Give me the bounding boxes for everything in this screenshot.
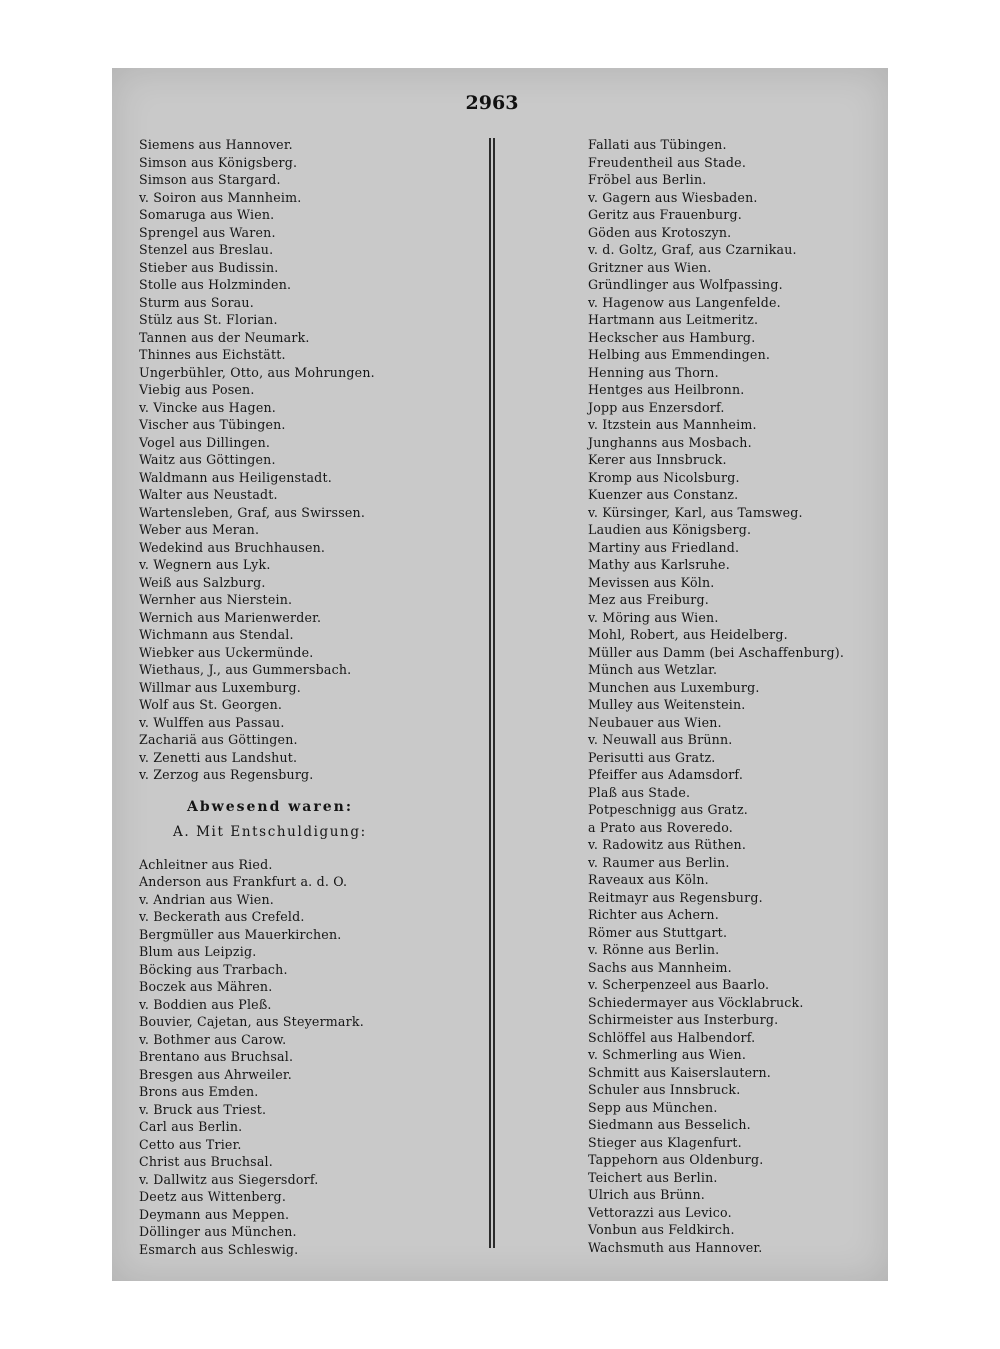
list-item: Siemens aus Hannover. — [139, 137, 293, 152]
list-item: Gritzner aus Wien. — [588, 259, 712, 275]
list-item: Munchen aus Luxemburg. — [588, 679, 760, 695]
list-item: Somaruga aus Wien. — [139, 207, 275, 222]
list-item: Ungerbühler, Otto, aus Mohrungen. — [139, 364, 375, 380]
list-item: Römer aus Stuttgart. — [588, 924, 728, 940]
list-item: Bresgen aus Ahrweiler. — [139, 1066, 292, 1082]
page-number: 2963 — [465, 92, 519, 114]
list-item: Schmitt aus Kaiserslautern. — [588, 1064, 772, 1080]
list-item: Brentano aus Bruchsal. — [139, 1049, 294, 1064]
member-list-present — [139, 136, 479, 784]
column-divider — [489, 138, 495, 1248]
subsection-heading-excused: A. Mit Entschuldigung: — [173, 823, 367, 840]
list-item: v. Rönne aus Berlin. — [588, 942, 720, 957]
list-item: Sachs aus Mannheim. — [588, 959, 732, 975]
list-item: Siedmann aus Besselich. — [588, 1117, 751, 1132]
list-item: Thinnes aus Eichstätt. — [139, 347, 286, 362]
list-item: Tappehorn aus Oldenburg. — [588, 1152, 764, 1167]
list-item: Simson aus Königsberg. — [139, 154, 298, 170]
list-item: a Prato aus Roveredo. — [588, 819, 733, 835]
list-item: Wernher aus Nierstein. — [139, 592, 293, 607]
right-column — [588, 136, 878, 1256]
list-item: Mathy aus Karlsruhe. — [588, 557, 730, 572]
list-item: v. Wegnern aus Lyk. — [139, 557, 271, 572]
list-item: Göden aus Krotoszyn. — [588, 224, 732, 240]
list-item: Jopp aus Enzersdorf. — [588, 399, 725, 415]
list-item: Willmar aus Luxemburg. — [139, 679, 301, 695]
list-item: Zachariä aus Göttingen. — [139, 732, 298, 747]
list-item: Müller aus Damm (bei Aschaffenburg). — [588, 644, 845, 660]
list-item: Tannen aus der Neumark. — [139, 329, 310, 345]
list-item: Viebig aus Posen. — [139, 382, 255, 397]
list-item: v. Zerzog aus Regensburg. — [139, 767, 314, 782]
list-item: Waldmann aus Heiligenstadt. — [139, 469, 332, 485]
list-item: Mevissen aus Köln. — [588, 574, 715, 590]
list-item: Fallati aus Tübingen. — [588, 137, 727, 152]
list-item: Stolle aus Holzminden. — [139, 277, 292, 292]
list-item: Vogel aus Dillingen. — [139, 434, 271, 450]
list-item: Deetz aus Wittenberg. — [139, 1189, 287, 1204]
list-item: Wartensleben, Graf, aus Swirssen. — [139, 504, 366, 520]
list-item: v. Itzstein aus Mannheim. — [588, 417, 757, 432]
list-item: v. Scherpenzeel aus Baarlo. — [588, 977, 770, 992]
list-item: Wernich aus Marienwerder. — [139, 609, 322, 625]
list-item: Kuenzer aus Constanz. — [588, 487, 739, 502]
list-item: Fröbel aus Berlin. — [588, 172, 707, 187]
list-item: v. Bruck aus Triest. — [139, 1101, 267, 1117]
list-item: v. Radowitz aus Rüthen. — [588, 837, 747, 852]
list-item: Stieber aus Budissin. — [139, 259, 279, 275]
list-item: Potpeschnigg aus Gratz. — [588, 802, 748, 817]
list-item: Neubauer aus Wien. — [588, 714, 722, 730]
list-item: Martiny aus Friedland. — [588, 539, 740, 555]
list-item: Christ aus Bruchsal. — [139, 1154, 273, 1169]
list-item: v. Dallwitz aus Siegersdorf. — [139, 1171, 319, 1187]
left-column — [139, 136, 479, 1258]
list-item: Bergmüller aus Mauerkirchen. — [139, 926, 342, 942]
list-item: v. Neuwall aus Brünn. — [588, 732, 733, 747]
list-item: v. Wulffen aus Passau. — [139, 714, 285, 730]
list-item: Walter aus Neustadt. — [139, 487, 278, 502]
list-item: Geritz aus Frauenburg. — [588, 207, 742, 222]
list-item: v. Hagenow aus Langenfelde. — [588, 294, 781, 310]
list-item: Wichmann aus Stendal. — [139, 627, 294, 642]
list-item: Kromp aus Nicolsburg. — [588, 469, 740, 485]
list-item: Hartmann aus Leitmeritz. — [588, 312, 759, 327]
list-item: Stülz aus St. Florian. — [139, 312, 278, 327]
member-list-absent — [139, 856, 479, 1259]
list-item: v. Andrian aus Wien. — [139, 891, 274, 907]
list-item: Ulrich aus Brünn. — [588, 1187, 705, 1202]
list-item: Stieger aus Klagenfurt. — [588, 1134, 742, 1150]
list-item: Wiebker aus Uckermünde. — [139, 644, 314, 660]
list-item: Hentges aus Heilbronn. — [588, 382, 745, 397]
list-item: v. Schmerling aus Wien. — [588, 1047, 747, 1062]
list-item: v. Möring aus Wien. — [588, 609, 719, 625]
list-item: Vettorazzi aus Levico. — [588, 1204, 732, 1220]
list-item: v. Soiron aus Mannheim. — [139, 189, 302, 205]
list-item: Sturm aus Sorau. — [139, 294, 254, 310]
list-item: Henning aus Thorn. — [588, 364, 719, 380]
list-item: Stenzel aus Breslau. — [139, 242, 274, 257]
list-item: Achleitner aus Ried. — [139, 856, 273, 872]
list-item: Anderson aus Frankfurt a. d. O. — [139, 874, 348, 889]
list-item: v. Zenetti aus Landshut. — [139, 749, 298, 765]
list-item: Wolf aus St. Georgen. — [139, 697, 283, 712]
list-item: Vonbun aus Feldkirch. — [588, 1222, 735, 1237]
list-item: Freudentheil aus Stade. — [588, 154, 747, 170]
list-item: Plaß aus Stade. — [588, 784, 691, 800]
list-item: Mulley aus Weitenstein. — [588, 697, 746, 712]
list-item: Pfeiffer aus Adamsdorf. — [588, 767, 744, 782]
list-item: Waitz aus Göttingen. — [139, 452, 276, 467]
list-item: v. d. Goltz, Graf, aus Czarnikau. — [588, 242, 797, 257]
list-item: v. Vincke aus Hagen. — [139, 399, 276, 415]
list-item: Richter aus Achern. — [588, 907, 719, 922]
list-item: Simson aus Stargard. — [139, 172, 281, 187]
list-item: Mohl, Robert, aus Heidelberg. — [588, 627, 788, 642]
list-item: Münch aus Wetzlar. — [588, 662, 718, 677]
list-item: v. Beckerath aus Crefeld. — [139, 909, 305, 924]
list-item: Helbing aus Emmendingen. — [588, 347, 771, 362]
list-item: Sepp aus München. — [588, 1099, 718, 1115]
list-item: Perisutti aus Gratz. — [588, 749, 716, 765]
list-item: Esmarch aus Schleswig. — [139, 1241, 299, 1257]
list-item: Wedekind aus Bruchhausen. — [139, 539, 326, 555]
list-item: Schiedermayer aus Vöcklabruck. — [588, 994, 804, 1010]
list-item: Schlöffel aus Halbendorf. — [588, 1029, 756, 1045]
list-item: Mez aus Freiburg. — [588, 592, 709, 607]
list-item: Weiß aus Salzburg. — [139, 574, 266, 590]
list-item: Raveaux aus Köln. — [588, 872, 709, 887]
list-item: Blum aus Leipzig. — [139, 944, 257, 959]
list-item: Reitmayr aus Regensburg. — [588, 889, 763, 905]
list-item: v. Gagern aus Wiesbaden. — [588, 189, 758, 205]
list-item: Schuler aus Innsbruck. — [588, 1082, 741, 1097]
list-item: Döllinger aus München. — [139, 1224, 297, 1239]
list-item: v. Kürsinger, Karl, aus Tamsweg. — [588, 504, 803, 520]
list-item: Boczek aus Mähren. — [139, 979, 273, 994]
list-item: Wachsmuth aus Hannover. — [588, 1239, 763, 1255]
list-item: Bouvier, Cajetan, aus Steyermark. — [139, 1014, 364, 1029]
list-item: Junghanns aus Mosbach. — [588, 434, 752, 450]
list-item: Cetto aus Trier. — [139, 1136, 242, 1152]
list-item: Laudien aus Königsberg. — [588, 522, 752, 537]
list-item: Sprengel aus Waren. — [139, 224, 276, 240]
section-heading-absent: Abwesend waren: — [187, 798, 353, 815]
list-item: Carl aus Berlin. — [139, 1119, 243, 1134]
list-item: Schirmeister aus Insterburg. — [588, 1012, 779, 1027]
list-item: v. Raumer aus Berlin. — [588, 854, 730, 870]
list-item: Brons aus Emden. — [139, 1084, 259, 1099]
list-item: Teichert aus Berlin. — [588, 1169, 718, 1185]
member-list-right — [588, 136, 878, 1256]
list-item: Kerer aus Innsbruck. — [588, 452, 727, 467]
list-item: Vischer aus Tübingen. — [139, 417, 286, 432]
list-item: v. Bothmer aus Carow. — [139, 1031, 287, 1047]
list-item: Gründlinger aus Wolfpassing. — [588, 277, 783, 292]
list-item: Heckscher aus Hamburg. — [588, 329, 756, 345]
list-item: Wiethaus, J., aus Gummersbach. — [139, 662, 352, 677]
list-item: Böcking aus Trarbach. — [139, 961, 288, 977]
list-item: Weber aus Meran. — [139, 522, 260, 537]
list-item: v. Boddien aus Pleß. — [139, 996, 272, 1012]
list-item: Deymann aus Meppen. — [139, 1206, 290, 1222]
